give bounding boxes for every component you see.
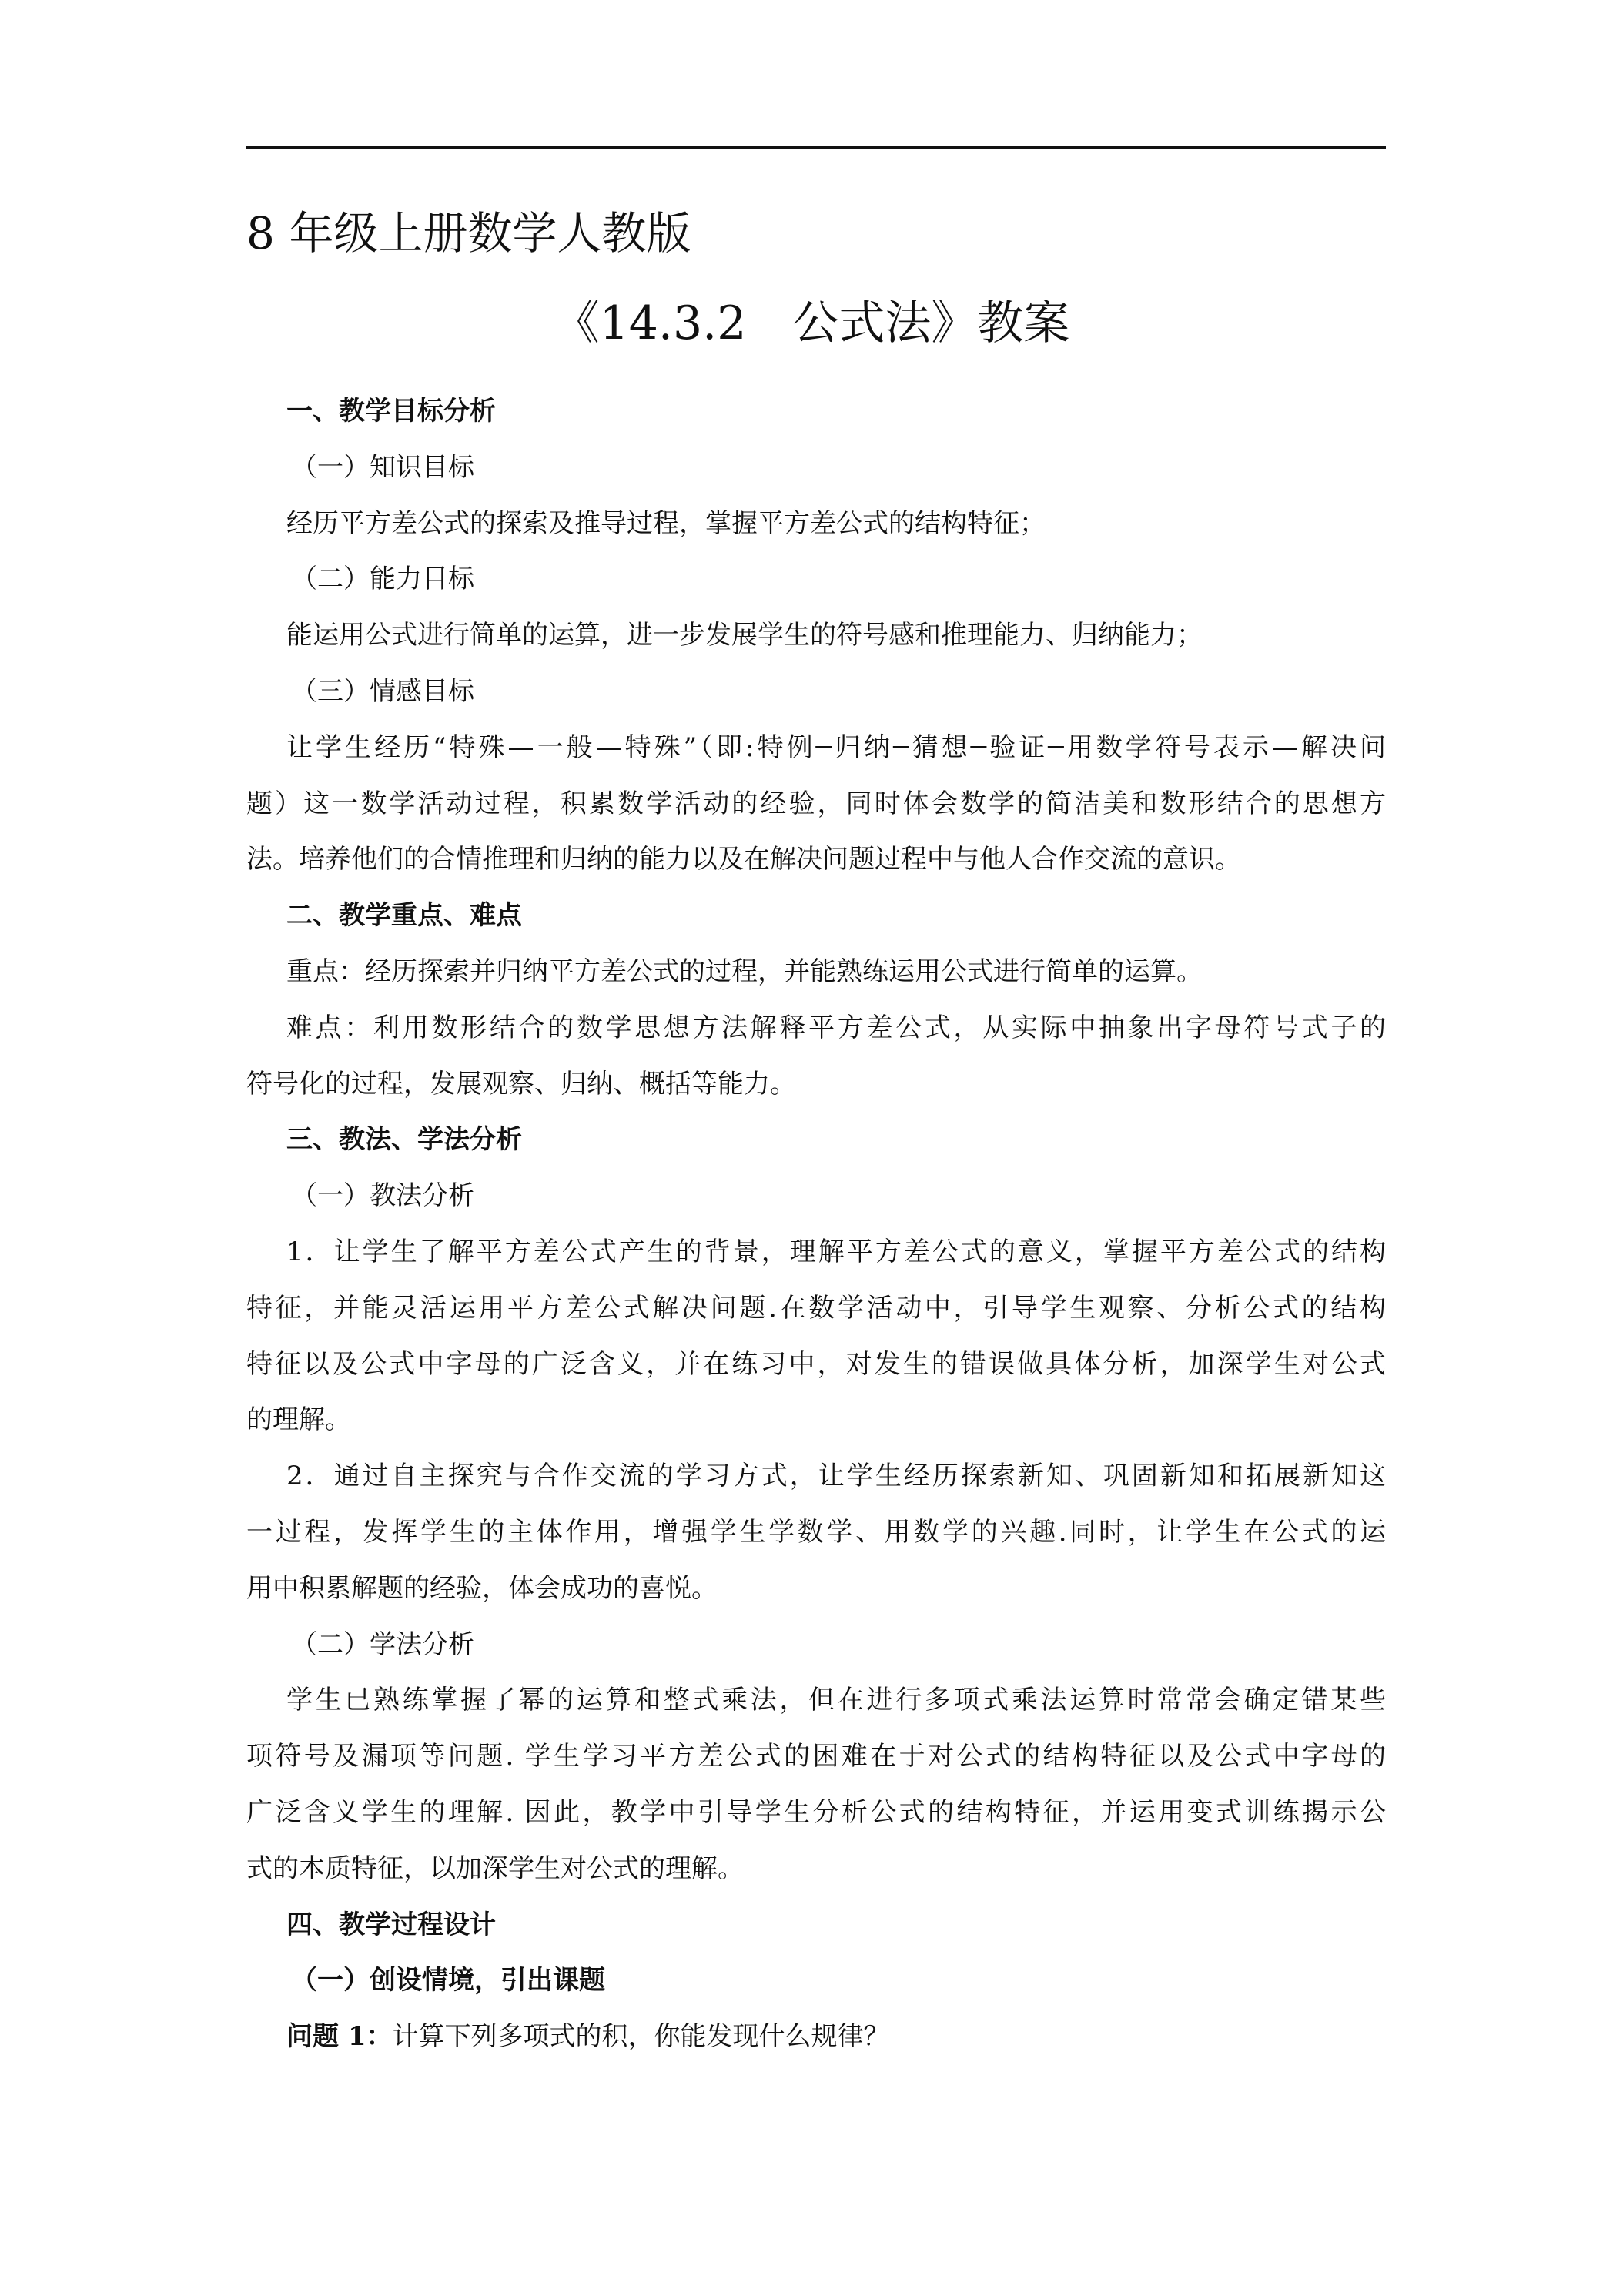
paragraph-line: 式的本质特征，以加深学生对公式的理解。 — [246, 1853, 744, 1884]
document-title: 《14.3.2 公式法》教案 — [553, 296, 1070, 350]
document-subject: 8 年级上册数学人教版 — [246, 207, 691, 259]
paragraph-line: 符号化的过程，发展观察、归纳、概括等能力。 — [246, 1068, 796, 1099]
document-body — [246, 383, 1386, 2065]
paragraph-line: 能运用公式进行简单的运算，进一步发展学生的符号感和推理能力、归纳能力； — [286, 620, 1203, 651]
header-rule — [246, 146, 1386, 149]
paragraph-line: 法。培养他们的合情推理和归纳的能力以及在解决问题过程中与他人合作交流的意识。 — [246, 844, 1241, 875]
paragraph-line: 一过程，发挥学生的主体作用，增强学生学数学、用数学的兴趣.同时，让学生在公式的运 — [246, 1516, 1386, 1548]
paragraph-line: 经历平方差公式的探索及推导过程，掌握平方差公式的结构特征； — [286, 507, 1046, 539]
section-heading: 二、教学重点、难点 — [286, 900, 522, 932]
paragraph-line: 的理解。 — [246, 1404, 351, 1436]
paragraph-line: 广泛含义学生的理解. 因此，教学中引导学生分析公式的结构特征，并运用变式训练揭示公 — [246, 1796, 1386, 1828]
section-heading: 一、教学目标分析 — [286, 396, 496, 427]
subsection-heading: （一）创设情境，引出课题 — [291, 1965, 605, 1996]
paragraph-line: 让学生经历“特殊—一般—特殊”（即:特例─归纳─猜想─验证─用数学符号表示—解决问 — [286, 731, 1386, 763]
paragraph-line: 用中积累解题的经验，体会成功的喜悦。 — [246, 1572, 718, 1604]
subsection-heading: （二）学法分析 — [291, 1628, 474, 1660]
question-line — [246, 2009, 1386, 2065]
paragraph-line: 特征，并能灵活运用平方差公式解决问题.在数学活动中，引导学生观察、分析公式的结构 — [246, 1292, 1386, 1324]
question-label: 问题 1： — [286, 2021, 393, 2053]
subsection-heading: （二）能力目标 — [291, 564, 474, 595]
paragraph-line: 1．让学生了解平方差公式产生的背景，理解平方差公式的意义，掌握平方差公式的结构 — [286, 1236, 1386, 1267]
paragraph-line: 重点：经历探索并归纳平方差公式的过程，并能熟练运用公式进行简单的运算。 — [286, 956, 1203, 987]
subsection-heading: （一）教法分析 — [291, 1180, 474, 1212]
subsection-heading: （一）知识目标 — [291, 451, 474, 483]
question-text: 计算下列多项式的积，你能发现什么规律？ — [392, 2021, 890, 2053]
paragraph-line: 项符号及漏项等问题. 学生学习平方差公式的困难在于对公式的结构特征以及公式中字母的 — [246, 1741, 1386, 1772]
subsection-heading: （三）情感目标 — [291, 675, 474, 707]
paragraph-line: 题）这一数学活动过程，积累数学活动的经验，同时体会数学的简洁美和数形结合的思想方 — [246, 788, 1386, 819]
paragraph-line: 特征以及公式中字母的广泛含义，并在练习中，对发生的错误做具体分析，加深学生对公式 — [246, 1348, 1386, 1380]
section-heading: 四、教学过程设计 — [286, 1909, 496, 1940]
paragraph-line: 难点：利用数形结合的数学思想方法解释平方差公式，从实际中抽象出字母符号式子的 — [286, 1012, 1386, 1043]
section-heading: 三、教法、学法分析 — [286, 1124, 522, 1156]
paragraph-line: 2．通过自主探究与合作交流的学习方式，让学生经历探索新知、巩固新知和拓展新知这 — [286, 1461, 1386, 1492]
paragraph-line: 学生已熟练掌握了幂的运算和整式乘法，但在进行多项式乘法运算时常常会确定错某些 — [286, 1685, 1386, 1716]
